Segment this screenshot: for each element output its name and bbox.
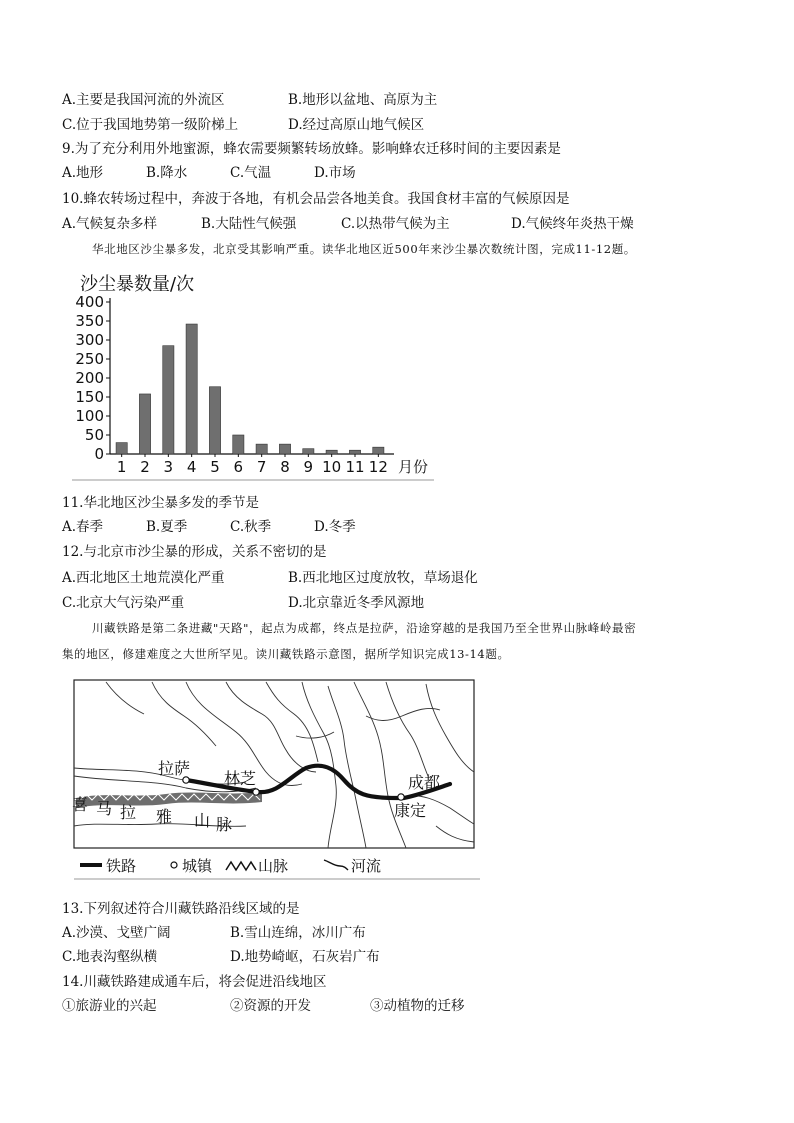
- town-kangding: [398, 794, 404, 800]
- legend-town-label: 城镇: [182, 857, 213, 875]
- intro-13-14-line2: 集的地区，修建难度之大世所罕见。读川藏铁路示意图，据所学知识完成13-14题。: [62, 647, 510, 661]
- bar-11: [349, 450, 360, 454]
- q9-option-c: C.气温: [230, 165, 272, 181]
- x-tick-label-3: 3: [163, 458, 174, 476]
- legend-railway-label: 铁路: [106, 857, 137, 875]
- x-axis-label: 月份: [398, 458, 429, 476]
- q13-option-b: B.雪山连绵，冰川广布: [230, 925, 366, 941]
- q10-option-a: A.气候复杂多样: [62, 216, 158, 232]
- y-tick-label: 200: [75, 369, 104, 387]
- range-char-3: 拉: [120, 803, 137, 822]
- x-tick-label-6: 6: [233, 458, 244, 476]
- x-tick-label-10: 10: [322, 458, 342, 476]
- q8-option-d: D.经过高原山地气候区: [288, 117, 425, 133]
- q9-stem: 9.为了充分利用外地蜜源，蜂农需要频繁转场放蜂。影响蜂农迁移时间的主要因素是: [62, 141, 561, 157]
- y-tick-label: 350: [75, 312, 104, 330]
- intro-11-12: 华北地区沙尘暴多发，北京受其影响严重。读华北地区近500年来沙尘暴次数统计图，完成11-12题。: [92, 242, 636, 256]
- label-chengdu: 成都: [408, 773, 441, 792]
- q8-option-b: B.地形以盆地、高原为主: [288, 92, 438, 108]
- x-tick-label-4: 4: [186, 458, 197, 476]
- x-tick-label-7: 7: [256, 458, 267, 476]
- q9-option-d: D.市场: [314, 165, 356, 181]
- legend-river-label: 河流: [351, 857, 382, 875]
- q14-option-1: ①旅游业的兴起: [62, 998, 157, 1014]
- y-tick-label: 0: [94, 445, 104, 463]
- legend-mountain-label: 山脉: [258, 857, 289, 875]
- q11-option-b: B.夏季: [146, 519, 188, 535]
- x-tick-label-11: 11: [345, 458, 365, 476]
- q10-option-b: B.大陆性气候强: [201, 216, 297, 232]
- bar-8: [279, 444, 290, 454]
- sandstorm-bar-chart: [72, 268, 434, 482]
- q8-option-a: A.主要是我国河流的外流区: [62, 92, 225, 108]
- q11-option-d: D.冬季: [314, 519, 356, 535]
- bar-9: [303, 449, 314, 454]
- label-lhasa: 拉萨: [158, 759, 191, 778]
- q14-option-3: ③动植物的迁移: [370, 998, 465, 1014]
- q11-option-c: C.秋季: [230, 519, 272, 535]
- bar-3: [163, 346, 174, 454]
- chart-title: 沙尘暴数量/次: [80, 274, 195, 295]
- q10-stem: 10.蜂农转场过程中，奔波于各地，有机会品尝各地美食。我国食材丰富的气候原因是: [62, 191, 570, 207]
- q12-option-c: C.北京大气污染严重: [62, 595, 185, 611]
- q14-stem: 14.川藏铁路建成通车后，将会促进沿线地区: [62, 974, 327, 990]
- q13-stem: 13.下列叙述符合川藏铁路沿线区域的是: [62, 901, 300, 917]
- x-tick-label-5: 5: [210, 458, 220, 476]
- y-tick-label: 100: [75, 407, 104, 425]
- bar-12: [373, 447, 384, 454]
- q8-option-c: C.位于我国地势第一级阶梯上: [62, 117, 239, 133]
- intro-13-14-line1: 川藏铁路是第二条进藏"天路"，起点为成都，终点是拉萨，沿途穿越的是我国乃至全世界山脉峰岭最密: [92, 621, 637, 635]
- q9-option-a: A.地形: [62, 165, 104, 181]
- bar-4: [186, 324, 197, 454]
- q12-option-d: D.北京靠近冬季风源地: [288, 595, 425, 611]
- y-tick-label: 50: [84, 426, 104, 444]
- x-tick-label-2: 2: [140, 458, 150, 476]
- range-char-6: 脉: [216, 815, 233, 834]
- q9-option-b: B.降水: [146, 165, 188, 181]
- range-char-1: 喜: [72, 795, 89, 814]
- q12-option-b: B.西北地区过度放牧，草场退化: [288, 570, 478, 586]
- bar-2: [139, 394, 150, 454]
- y-tick-label: 150: [75, 388, 104, 406]
- range-char-2: 马: [96, 799, 113, 818]
- x-tick-label-12: 12: [368, 458, 388, 476]
- q13-option-c: C.地表沟壑纵横: [62, 949, 158, 965]
- q10-option-d: D.气候终年炎热干燥: [511, 216, 634, 232]
- bar-6: [233, 435, 244, 454]
- q13-option-d: D.地势崎岖，石灰岩广布: [230, 949, 380, 965]
- q12-stem: 12.与北京市沙尘暴的形成，关系不密切的是: [62, 544, 327, 560]
- label-kangding: 康定: [394, 801, 427, 820]
- q11-option-a: A.春季: [62, 519, 104, 535]
- range-char-4: 雅: [156, 807, 173, 826]
- y-tick-label: 250: [75, 350, 104, 368]
- legend-town-symbol: [171, 862, 177, 868]
- x-tick-label-1: 1: [116, 458, 127, 476]
- y-tick-label: 400: [75, 293, 104, 311]
- q10-option-c: C.以热带气候为主: [341, 216, 450, 232]
- town-nyingchi: [253, 789, 259, 795]
- q11-stem: 11.华北地区沙尘暴多发的季节是: [62, 495, 259, 511]
- q14-option-2: ②资源的开发: [230, 998, 311, 1014]
- bar-7: [256, 444, 267, 454]
- q13-option-a: A.沙漠、戈壁广阔: [62, 925, 171, 941]
- sichuan-tibet-railway-map: [66, 676, 480, 882]
- label-nyingchi: 林芝: [224, 769, 257, 788]
- q12-option-a: A.西北地区土地荒漠化严重: [62, 570, 225, 586]
- bar-5: [209, 387, 220, 454]
- y-tick-label: 300: [75, 331, 104, 349]
- bar-10: [326, 450, 337, 454]
- range-char-5: 山: [194, 811, 211, 830]
- x-tick-label-9: 9: [303, 458, 314, 476]
- x-tick-label-8: 8: [280, 458, 290, 476]
- bar-1: [116, 443, 127, 454]
